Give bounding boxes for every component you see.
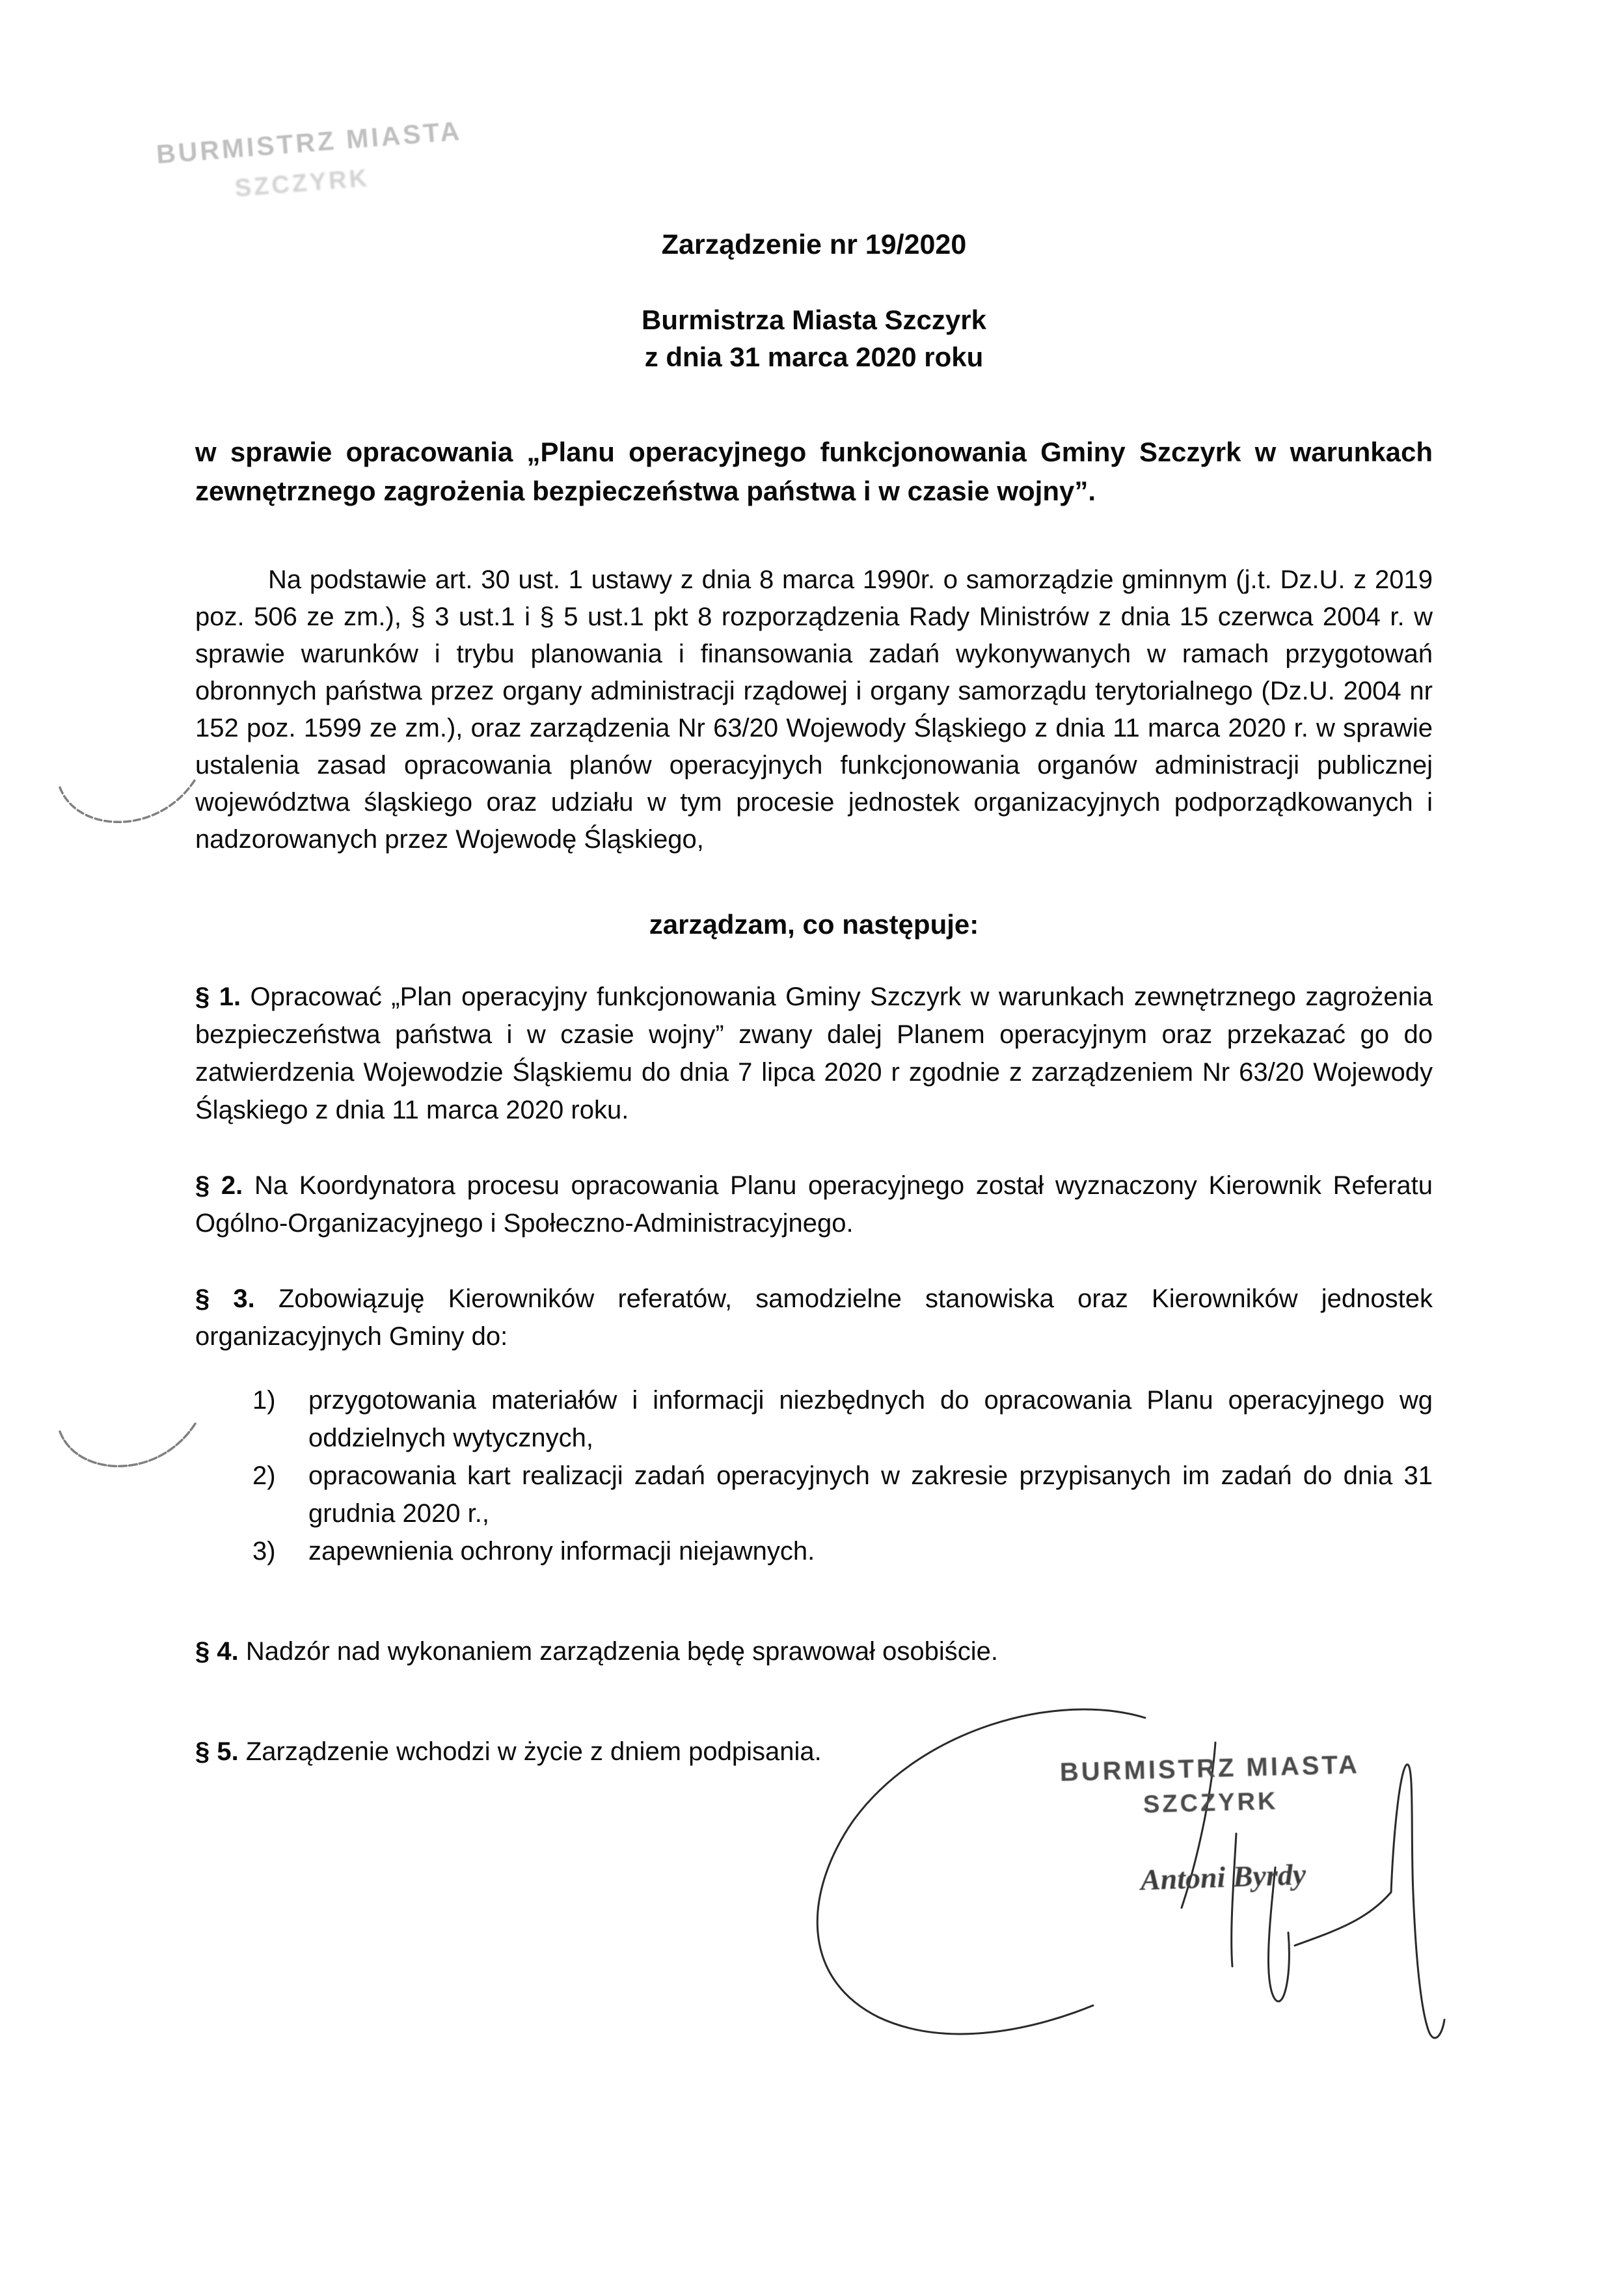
header-stamp-line2: SZCZYRK — [234, 164, 371, 202]
issuer-line: Burmistrza Miasta Szczyrk — [642, 305, 986, 335]
ordinance-title: Zarządzenie nr 19/2020 — [661, 229, 967, 260]
list-item — [195, 1532, 1433, 1570]
section-paragraph-4 — [195, 1633, 1433, 1670]
signature-stamp-line2: SZCZYRK — [1143, 1787, 1279, 1819]
signatory-name: Antoni Byrdy — [1140, 1857, 1306, 1897]
section-text: Nadzór nad wykonaniem zarządzenia będę sprawował osobiście. — [245, 1637, 999, 1666]
section-number: § 3. — [195, 1284, 255, 1313]
list-item — [195, 1457, 1433, 1532]
section-paragraph-3 — [195, 1280, 1433, 1355]
order-heading: zarządzam, co następuje: — [649, 909, 979, 940]
section-number: § 5. — [195, 1737, 239, 1766]
section-text: Zarządzenie wchodzi w życie z dniem podpisania. — [245, 1737, 822, 1766]
section-paragraph-1 — [195, 978, 1433, 1129]
ordinance-subtitle — [195, 301, 1433, 375]
section-number: § 1. — [195, 983, 241, 1011]
date-line: z dnia 31 marca 2020 roku — [644, 342, 984, 372]
signature-stamp-line1: BURMISTRZ MIASTA — [1059, 1750, 1360, 1787]
document-body — [195, 0, 1433, 1797]
subject-paragraph: w sprawie opracowania „Planu operacyjnego funkcjonowania Gminy Szczyrk w warunkach zewnętrznego zagrożenia bezpieczeństwa państwa i w czasie wojny”. — [195, 437, 1433, 506]
section-text: Opracować „Plan operacyjny funkcjonowania Gminy Szczyrk w warunkach zewnętrznego zagrożenia bezpieczeństwa państwa i w czasie wojny” zwany dalej Planem operacyjnym oraz przekazać go do zatwierdzenia Wojewodzie Śląskiemu do dnia 7 lipca 2020 r zgodnie z zarządzeniem Nr 63/20 Wojewody Śląskiego z dnia 11 marca 2020 roku. — [195, 983, 1433, 1124]
list-item-text: zapewnienia ochrony informacji niejawnych. — [308, 1537, 815, 1566]
signature-ink-stamp — [1053, 1752, 1367, 1820]
header-stamp-line1: BURMISTRZ MIASTA — [155, 115, 463, 170]
section-text: Zobowiązuję Kierowników referatów, samodzielne stanowiska oraz Kierowników jednostek organizacyjnych Gminy do: — [195, 1284, 1433, 1351]
list-item-marker: 1) — [252, 1386, 276, 1415]
section-number: § 2. — [195, 1171, 243, 1200]
list-item-marker: 2) — [252, 1461, 276, 1490]
list-item-marker: 3) — [252, 1537, 276, 1566]
section-number: § 4. — [195, 1637, 239, 1666]
margin-pen-mark — [51, 773, 207, 845]
section-text: Na Koordynatora procesu opracowania Planu operacyjnego został wyznaczony Kierownik Referatu Ogólno-Organizacyjnego i Społeczno-Administracyjnego. — [195, 1171, 1433, 1238]
section-paragraph-2 — [195, 1167, 1433, 1242]
margin-pen-mark — [51, 1417, 207, 1489]
list-item — [195, 1381, 1433, 1457]
legal-basis-paragraph: Na podstawie art. 30 ust. 1 ustawy z dnia 8 marca 1990r. o samorządzie gminnym (j.t. Dz.U. z 2019 poz. 506 ze zm.), § 3 ust.1 i § 5 ust.1 pkt 8 rozporządzenia Rady Ministrów z dnia 15 czerwca 2004 r. w sprawie warunków i trybu planowania i finansowania zadań wykonywanych w ramach przygotowań obronnych państwa przez organy administracji rządowej i organy samorządu terytorialnego (Dz.U. 2004 nr 152 poz. 1599 ze zm.), oraz zarządzenia Nr 63/20 Wojewody Śląskiego z dnia 11 marca 2020 r. w sprawie ustalenia zasad opracowania planów operacyjnych funkcjonowania organów administracji publicznej województwa śląskiego oraz udziału w tym procesie jednostek organizacyjnych podporządkowanych i nadzorowanych przez Wojewodę Śląskiego, — [195, 565, 1433, 854]
section-3-list — [195, 1381, 1433, 1570]
list-item-text: przygotowania materiałów i informacji niezbędnych do opracowania Planu operacyjnego wg oddzielnych wytycznych, — [308, 1386, 1433, 1452]
signature-block — [781, 1672, 1477, 2076]
list-item-text: opracowania kart realizacji zadań operacyjnych w zakresie przypisanych im zadań do dnia 31 grudnia 2020 r., — [308, 1461, 1433, 1528]
